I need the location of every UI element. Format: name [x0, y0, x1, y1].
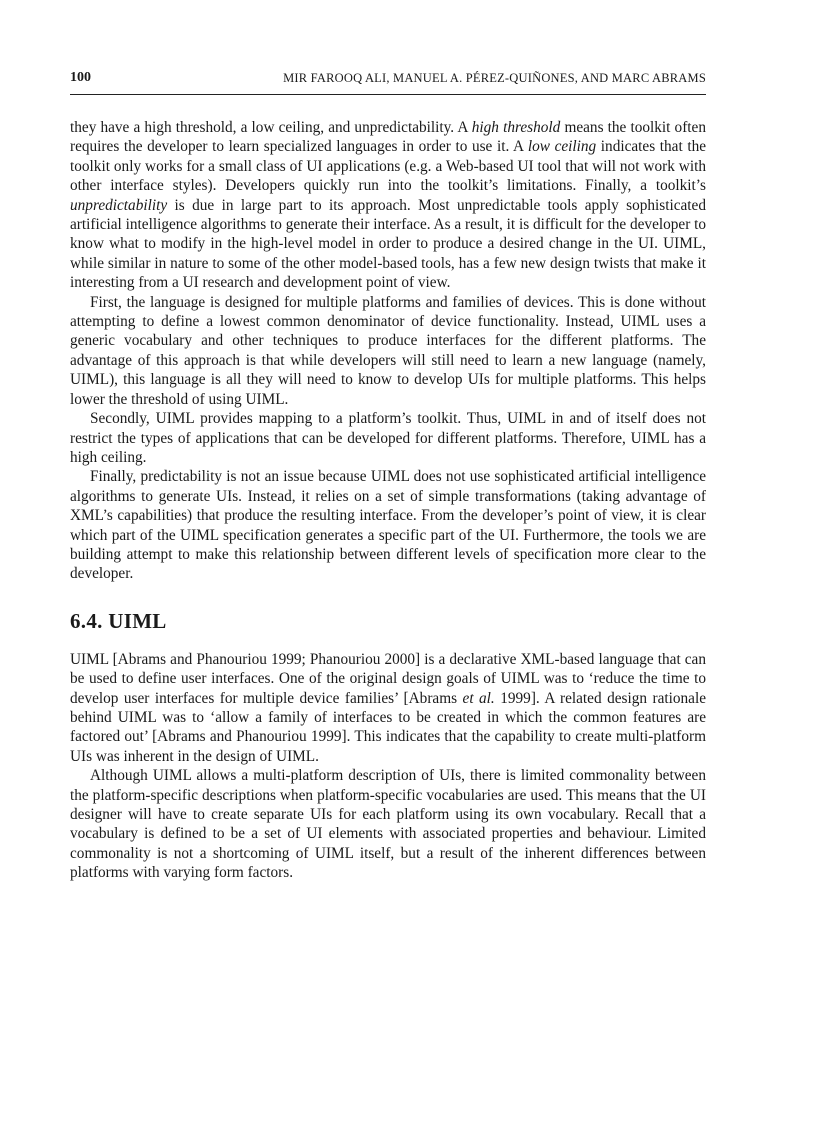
emphasis: high threshold: [471, 119, 561, 136]
paragraph: they have a high threshold, a low ceiling, and unpredictability. A high threshold means the toolkit often requires the developer to learn specialized languages in order to use it. A low ceiling indicates that the toolkit only works for a small class of UI applications (e.g. a Web-based UI tool that will not work with other interface styles). Developers quickly run into the toolkit’s limitations. Finally, a toolkit’s unpredictability is due in large part to its approach. Most unpredictable tools apply sophisticated artificial intelligence algorithms to generate their interface. As a result, it is difficult for the developer to know what to modify in the high-level model in order to produce a desired change in the UI. UIML, while similar in nature to some of the other model-based tools, has a few new design twists that make it interesting from a UI research and development point of view.: [70, 119, 707, 292]
page-number: 100: [70, 70, 91, 85]
paragraph: Secondly, UIML provides mapping to a platform’s toolkit. Thus, UIML in and of itself does not restrict the types of applications that can be developed for different platforms. Therefore, UIML has a high ceiling.: [70, 410, 706, 466]
running-head-authors: MIR FAROOQ ALI, MANUEL A. PÉREZ-QUIÑONES, AND MARC ABRAMS: [283, 71, 706, 85]
paragraph: First, the language is designed for multiple platforms and families of devices. This is done without attempting to define a lowest common denominator of device functionality. Instead, UIML uses a generic vocabulary and other techniques to produce interfaces for the different platforms. The advantage of this approach is that while developers will still need to learn a new language (namely, UIML), this language is all they will need to know to develop UIs for multiple platforms. This helps lower the threshold of using UIML.: [70, 293, 706, 408]
emphasis: low ceiling: [527, 138, 597, 156]
emphasis: et al.: [462, 689, 495, 707]
section-heading: 6.4. UIML: [70, 608, 167, 633]
body-text: [70, 118, 706, 883]
emphasis: unpredictability: [70, 196, 168, 214]
running-head: [70, 70, 706, 95]
paragraph: Finally, predictability is not an issue because UIML does not use sophisticated artificial intelligence algorithms to generate UIs. Instead, it relies on a set of simple transformations (taking advantage of XML’s capabilities) that produce the resulting interface. From the developer’s point of view, it is clear which part of the UIML specification generates a specific part of the UI. Furthermore, the tools we are building attempt to make this relationship between different levels of specification more clear to the developer.: [70, 468, 706, 583]
paragraph: Although UIML allows a multi-platform description of UIs, there is limited commonality between the platform-specific descriptions when platform-specific vocabularies are used. This means that the UI designer will have to create separate UIs for each platform using its own vocabulary. Recall that a vocabulary is defined to be a set of UI elements with associated properties and behaviour. Limited commonality is not a shortcoming of UIML itself, but a result of the inherent differences between platforms with varying form factors.: [70, 767, 706, 882]
paragraph: UIML [Abrams and Phanouriou 1999; Phanouriou 2000] is a declarative XML-based language that can be used to define user interfaces. One of the original design goals of UIML was to ‘reduce the time to develop user interfaces for multiple device families’ [Abrams et al. 1999]. A related design rationale behind UIML was to ‘allow a family of interfaces to be created in which the common features are factored out’ [Abrams and Phanouriou 1999]. This indicates that the capability to create multi-platform UIs was inherent in the design of UIML.: [70, 650, 706, 765]
